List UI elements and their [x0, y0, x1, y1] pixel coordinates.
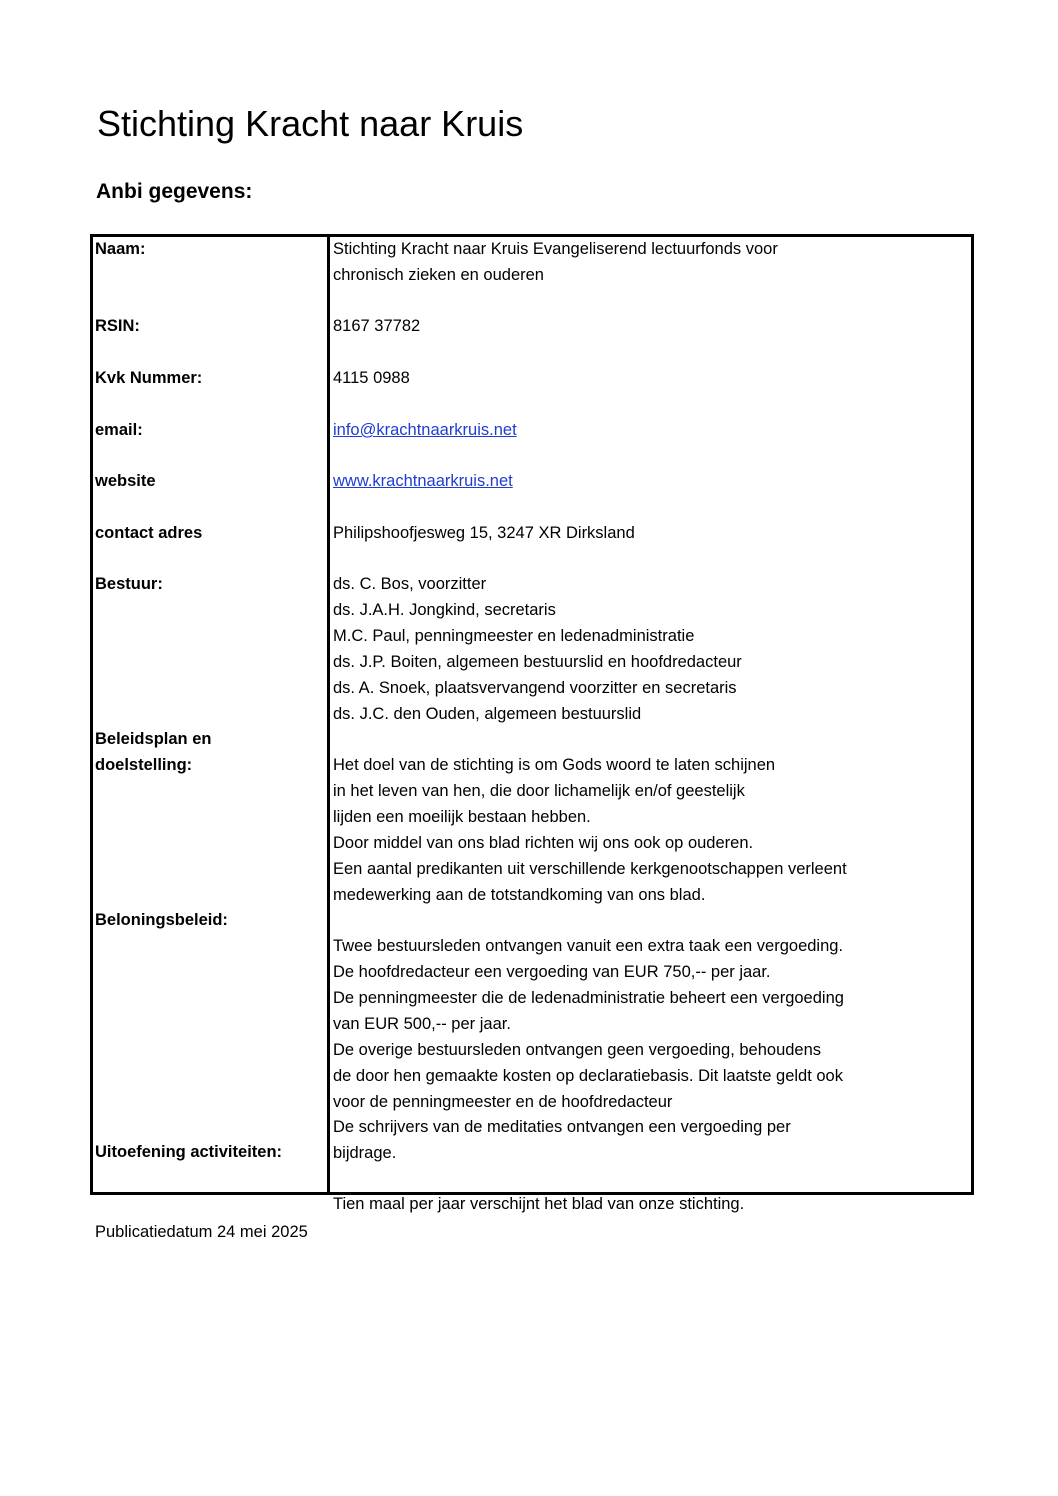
label-naam: Naam: — [95, 240, 146, 258]
value-kvk: 4115 0988 — [333, 369, 410, 387]
value-naam-line: chronisch zieken en ouderen — [333, 266, 544, 284]
label-uitoefening: Uitoefening activiteiten: — [95, 1143, 283, 1161]
beleid-line: Een aantal predikanten uit verschillende kerkgenootschappen verleent — [333, 860, 847, 878]
label-beloningsbeleid: Beloningsbeleid: — [95, 911, 228, 929]
label-bestuur: Bestuur: — [95, 575, 163, 593]
beleid-line: Door middel van ons blad richten wij ons ook op ouderen. — [333, 834, 754, 852]
bestuur-member: M.C. Paul, penningmeester en ledenadministratie — [333, 627, 695, 645]
label-rsin: RSIN: — [95, 317, 140, 335]
bestuur-member: ds. J.A.H. Jongkind, secretaris — [333, 601, 556, 619]
beloning-line: De schrijvers van de meditaties ontvangen een vergoeding per — [333, 1118, 791, 1136]
page-title: Stichting Kracht naar Kruis — [97, 103, 524, 144]
beleid-line: Het doel van de stichting is om Gods woord te laten schijnen — [333, 756, 776, 774]
beloning-line: bijdrage. — [333, 1144, 397, 1162]
bestuur-member: ds. J.P. Boiten, algemeen bestuurslid en hoofdredacteur — [333, 653, 742, 671]
publication-date: Publicatiedatum 24 mei 2025 — [95, 1223, 308, 1241]
beleid-line: medewerking aan de totstandkoming van ons blad. — [333, 886, 706, 904]
label-contact: contact adres — [95, 524, 203, 542]
bestuur-member: ds. J.C. den Ouden, algemeen bestuurslid — [333, 705, 642, 723]
beloning-line: voor de penningmeester en de hoofdredacteur — [333, 1093, 673, 1111]
column-divider — [327, 234, 330, 1195]
value-contact: Philipshoofjesweg 15, 3247 XR Dirksland — [333, 524, 635, 542]
website-link[interactable]: www.krachtnaarkruis.net — [333, 472, 513, 490]
beloning-line: De overige bestuursleden ontvangen geen vergoeding, behoudens — [333, 1041, 822, 1059]
label-website: website — [95, 472, 156, 490]
beleid-line: in het leven van hen, die door lichamelijk en/of geestelijk — [333, 782, 745, 800]
beloning-line: De hoofdredacteur een vergoeding van EUR 750,-- per jaar. — [333, 963, 771, 981]
value-rsin: 8167 37782 — [333, 317, 421, 335]
label-beleidsplan: Beleidsplan en — [95, 730, 212, 748]
bestuur-member: ds. A. Snoek, plaatsvervangend voorzitter en secretaris — [333, 679, 737, 697]
label-kvk: Kvk Nummer: — [95, 369, 203, 387]
email-link[interactable]: info@krachtnaarkruis.net — [333, 421, 517, 439]
label-email: email: — [95, 421, 143, 439]
value-naam-line: Stichting Kracht naar Kruis Evangeliserend lectuurfonds voor — [333, 240, 778, 258]
section-heading: Anbi gegevens: — [96, 180, 253, 203]
beloning-line: De penningmeester die de ledenadministratie beheert een vergoeding — [333, 989, 844, 1007]
beloning-line: van EUR 500,-- per jaar. — [333, 1015, 511, 1033]
beleid-line: lijden een moeilijk bestaan hebben. — [333, 808, 591, 826]
bestuur-member: ds. C. Bos, voorzitter — [333, 575, 487, 593]
label-doelstelling: doelstelling: — [95, 756, 193, 774]
beloning-line: de door hen gemaakte kosten op declaratiebasis. Dit laatste geldt ook — [333, 1067, 843, 1085]
value-uitoefening: Tien maal per jaar verschijnt het blad van onze stichting. — [333, 1195, 745, 1213]
beloning-line: Twee bestuursleden ontvangen vanuit een extra taak een vergoeding. — [333, 937, 844, 955]
